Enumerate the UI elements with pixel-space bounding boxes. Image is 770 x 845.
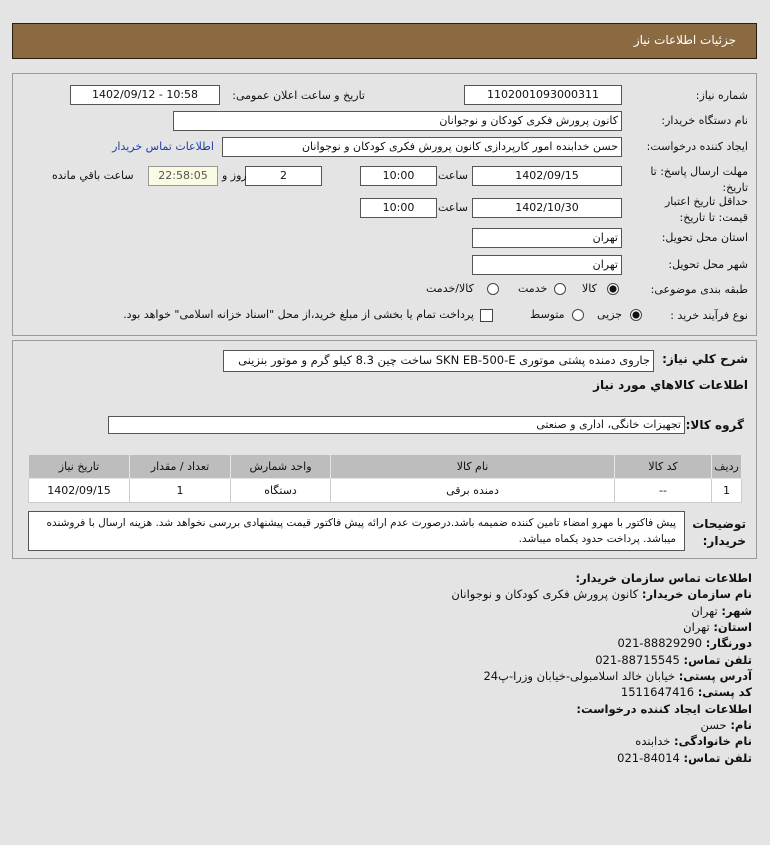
table-row — [29, 479, 742, 503]
announce-label: تاریخ و ساعت اعلان عمومی: — [232, 89, 365, 102]
contact-province: استان: تهران — [683, 620, 752, 634]
validity-time-label: ساعت — [438, 201, 468, 214]
category-radio-service[interactable] — [554, 283, 566, 295]
purchase-radio-medium[interactable] — [572, 309, 584, 321]
days-field[interactable]: 2 — [245, 166, 322, 186]
validity-time-field[interactable]: 10:00 — [360, 198, 437, 218]
category-radio-goods-service[interactable] — [487, 283, 499, 295]
col-date: تاریخ نیاز — [29, 455, 130, 479]
announce-field[interactable]: 1402/09/12 - 10:58 — [70, 85, 220, 105]
group-field[interactable]: تجهیزات خانگی، اداری و صنعتی — [108, 416, 685, 434]
deadline-date-field[interactable]: 1402/09/15 — [472, 166, 622, 186]
creator-heading: اطلاعات ایجاد کننده درخواست: — [576, 702, 752, 716]
creator-family: نام خانوادگی: خدابنده — [635, 734, 752, 748]
buyer-contact-link[interactable]: اطلاعات تماس خریدار — [112, 140, 214, 153]
col-row: ردیف — [712, 455, 742, 479]
validity-label: حداقل تاریخ اعتبار قیمت: تا تاریخ: — [664, 195, 748, 224]
city-field[interactable]: تهران — [472, 255, 622, 275]
category-service-label: خدمت — [518, 282, 548, 295]
buyer-field[interactable]: کانون پرورش فکری کودکان و نوجوانان — [173, 111, 622, 131]
contact-city: شهر: تهران — [691, 604, 752, 618]
col-quantity: تعداد / مقدار — [130, 455, 231, 479]
purchase-minor-label: جزیی — [597, 308, 623, 321]
province-label: استان محل تحویل: — [661, 231, 748, 244]
page-header — [12, 23, 757, 59]
buyer-label: نام دستگاه خریدار: — [661, 114, 748, 127]
cell-row: 1 — [712, 479, 742, 503]
contact-postal: کد پستی: 1511647416 — [620, 685, 752, 699]
category-label: طبقه بندی موضوعی: — [650, 283, 748, 296]
days-label: روز و — [222, 169, 247, 182]
deadline-time-label: ساعت — [438, 169, 468, 182]
purchase-medium-label: متوسط — [530, 308, 565, 321]
category-goods-label: کالا — [582, 282, 597, 295]
contact-heading: اطلاعات تماس سازمان خریدار: — [575, 571, 752, 585]
cell-unit: دستگاه — [231, 479, 331, 503]
col-unit: واحد شمارش — [231, 455, 331, 479]
cell-name: دمنده برقی — [331, 479, 615, 503]
validity-date-field[interactable]: 1402/10/30 — [472, 198, 622, 218]
need-number-field[interactable]: 1102001093000311 — [464, 85, 622, 105]
page-title: جزئیات اطلاعات نیاز — [633, 33, 736, 47]
group-label: گروه کالا: — [685, 418, 744, 432]
deadline-time-field[interactable]: 10:00 — [360, 166, 437, 186]
description-label: شرح کلي نياز: — [662, 352, 748, 366]
creator-name: نام: حسن — [700, 718, 752, 732]
contact-org: نام سازمان خریدار: کانون پرورش فکری کودکان و نوجوانان — [451, 587, 752, 601]
treasury-note: پرداخت تمام یا بخشی از مبلغ خرید،از محل "اسناد خزانه اسلامی" خواهد بود. — [123, 308, 474, 321]
cell-date: 1402/09/15 — [29, 479, 130, 503]
purchase-radio-minor[interactable] — [630, 309, 642, 321]
need-number-label: شماره نیاز: — [695, 89, 748, 102]
city-label: شهر محل تحویل: — [668, 258, 748, 271]
goods-heading: اطلاعات کالاهاي مورد نياز — [593, 378, 748, 392]
contact-address: آدرس پستی: خیابان خالد اسلامبولی-خیابان وزرا-پ24 — [483, 669, 752, 683]
category-radio-goods[interactable] — [607, 283, 619, 295]
purchase-type-label: نوع فرآیند خرید : — [670, 309, 748, 322]
creator-field[interactable]: حسن خدابنده امور کارپردازی کانون پرورش فکری کودکان و نوجوانان — [222, 137, 622, 157]
treasury-checkbox[interactable] — [480, 309, 493, 322]
remaining-label: ساعت باقي مانده — [52, 169, 134, 182]
notes-field: پیش فاکتور با مهرو امضاء تامین کننده ضمیمه باشد.درصورت عدم ارائه پیش فاکتور قیمت پیشنهادی بررسی نخواهد شد. هزینه ارسال با فروشنده میباشد. پرداخت حدود یکماه میباشد. — [28, 511, 685, 551]
category-goods-service-label: کالا/خدمت — [426, 282, 474, 295]
contact-fax: دورنگار: 88829290-021 — [617, 636, 752, 650]
col-code: کد کالا — [615, 455, 712, 479]
creator-phone: تلفن تماس: 84014-021 — [617, 751, 752, 765]
description-field[interactable]: جاروی دمنده پشتی موتوری SKN EB-500-E ساخت چین 8.3 کیلو گرم و موتور بنزینی — [223, 350, 654, 372]
province-field[interactable]: تهران — [472, 228, 622, 248]
cell-code: -- — [615, 479, 712, 503]
contact-phone: تلفن تماس: 88715545-021 — [595, 653, 752, 667]
creator-label: ایجاد کننده درخواست: — [646, 140, 748, 153]
table-header-row — [29, 455, 742, 479]
notes-label: توضیحات خریدار: — [692, 517, 746, 548]
remaining-time-field: 22:58:05 — [148, 166, 218, 186]
cell-quantity: 1 — [130, 479, 231, 503]
deadline-label: مهلت ارسال پاسخ: تا تاریخ: — [650, 165, 748, 194]
col-name: نام کالا — [331, 455, 615, 479]
goods-table — [28, 454, 742, 503]
